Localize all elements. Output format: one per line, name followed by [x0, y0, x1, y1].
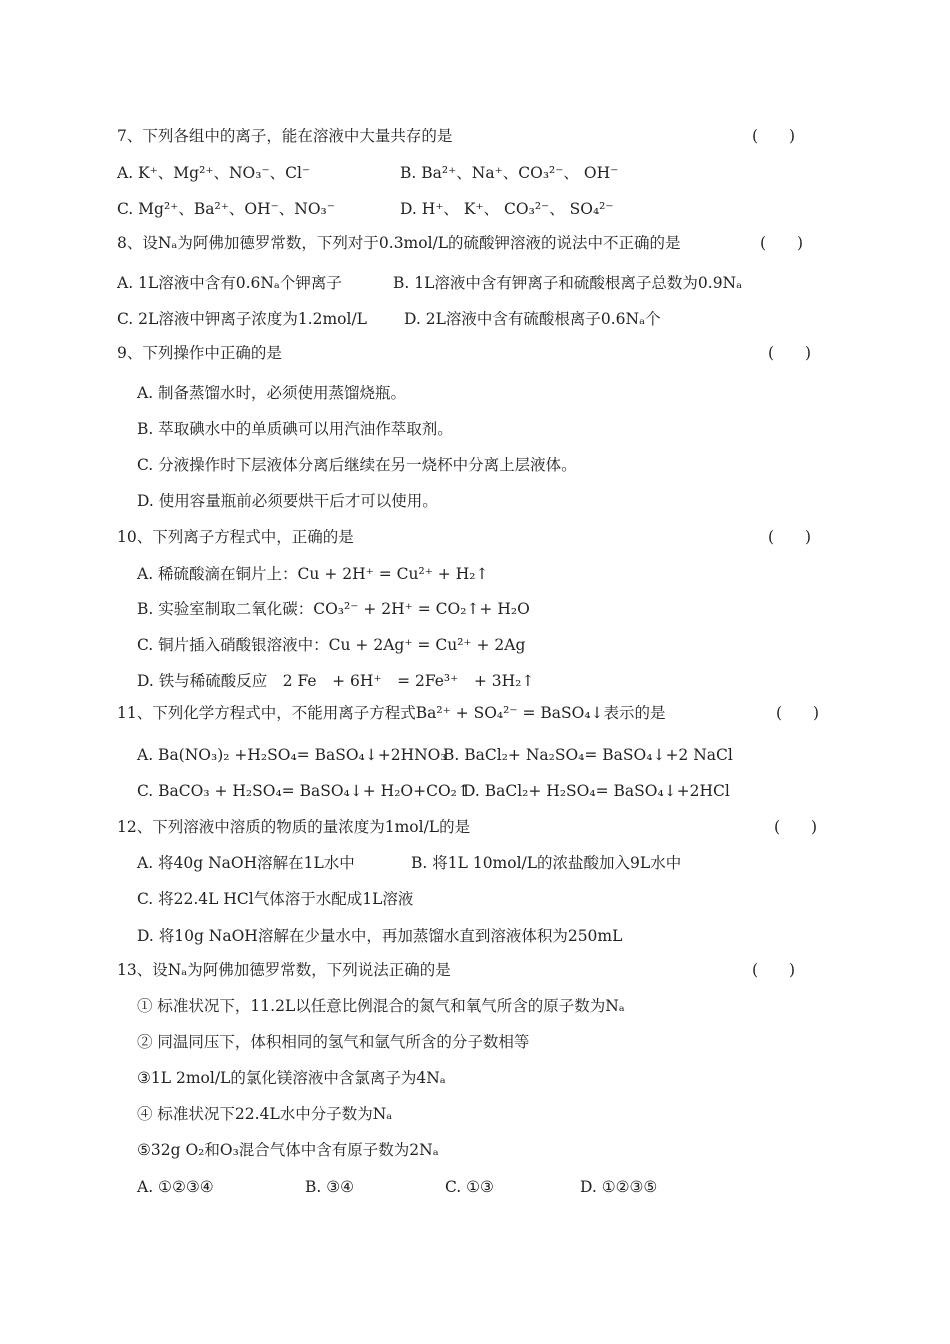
question-8-option-d: D. 2L溶液中含有硫酸根离子0.6Nₐ个	[404, 310, 661, 328]
question-9-option-a: A. 制备蒸馏水时，必须使用蒸馏烧瓶。	[137, 384, 407, 402]
question-13-statement-4: ④ 标准状况下22.4L水中分子数为Nₐ	[137, 1105, 393, 1123]
question-10-option-d: D. 铁与稀硫酸反应 2 Fe + 6H⁺ = 2Fe³⁺ + 3H₂↑	[137, 672, 535, 690]
answer-bracket: ( )	[752, 961, 796, 979]
answer-bracket: ( )	[768, 344, 812, 362]
question-13-statement-5: ⑤32g O₂和O₃混合气体中含有原子数为2Nₐ	[137, 1141, 439, 1159]
question-12-option-b: B. 将1L 10mol/L的浓盐酸加入9L水中	[411, 854, 682, 872]
question-13-statement-3: ③1L 2mol/L的氯化镁溶液中含氯离子为4Nₐ	[137, 1069, 446, 1087]
question-13-option-b: B. ③④	[305, 1178, 355, 1196]
question-12-stem: 12、下列溶液中溶质的物质的量浓度为1mol/L的是	[117, 818, 471, 836]
question-8-option-b: B. 1L溶液中含有钾离子和硫酸根离子总数为0.9Nₐ	[393, 274, 743, 292]
question-10-option-c: C. 铜片插入硝酸银溶液中：Cu + 2Ag⁺ = Cu²⁺ + 2Ag	[137, 636, 526, 654]
question-7-stem: 7、下列各组中的离子，能在溶液中大量共存的是	[117, 127, 453, 145]
question-11-option-a: A. Ba(NO₃)₂ +H₂SO₄= BaSO₄↓+2HNO₃	[137, 746, 447, 764]
question-8-option-a: A. 1L溶液中含有0.6Nₐ个钾离子	[117, 274, 342, 292]
question-7-option-b: B. Ba²⁺、Na⁺、CO₃²⁻、 OH⁻	[400, 164, 619, 182]
answer-bracket: ( )	[776, 704, 820, 722]
answer-bracket: ( )	[752, 127, 796, 145]
question-9-option-b: B. 萃取碘水中的单质碘可以用汽油作萃取剂。	[137, 420, 453, 438]
question-12-option-c: C. 将22.4L HCl气体溶于水配成1L溶液	[137, 890, 414, 908]
question-9-stem: 9、下列操作中正确的是	[117, 344, 282, 362]
question-13-stem: 13、设Nₐ为阿佛加德罗常数，下列说法正确的是	[117, 961, 451, 979]
question-10-option-b: B. 实验室制取二氧化碳：CO₃²⁻ + 2H⁺ = CO₂↑+ H₂O	[137, 600, 530, 618]
question-13-statement-2: ② 同温同压下，体积相同的氢气和氩气所含的分子数相等	[137, 1033, 530, 1051]
question-8-option-c: C. 2L溶液中钾离子浓度为1.2mol/L	[117, 310, 367, 328]
question-11-stem: 11、下列化学方程式中，不能用离子方程式Ba²⁺ + SO₄²⁻ = BaSO₄↓表示的是	[117, 704, 666, 722]
question-9-option-c: C. 分液操作时下层液体分离后继续在另一烧杯中分离上层液体。	[137, 456, 577, 474]
question-13-option-a: A. ①②③④	[137, 1178, 214, 1196]
answer-bracket: ( )	[760, 234, 804, 252]
question-10-stem: 10、下列离子方程式中，正确的是	[117, 528, 354, 546]
question-12-option-d: D. 将10g NaOH溶解在少量水中，再加蒸馏水直到溶液体积为250mL	[137, 927, 623, 945]
question-7-option-a: A. K⁺、Mg²⁺、NO₃⁻、Cl⁻	[117, 164, 311, 182]
question-10-option-a: A. 稀硫酸滴在铜片上：Cu + 2H⁺ = Cu²⁺ + H₂↑	[137, 565, 489, 583]
question-9-option-d: D. 使用容量瓶前必须要烘干后才可以使用。	[137, 492, 438, 510]
answer-bracket: ( )	[774, 818, 818, 836]
question-13-option-c: C. ①③	[445, 1178, 494, 1196]
question-7-option-d: D. H⁺、 K⁺、 CO₃²⁻、 SO₄²⁻	[400, 200, 614, 218]
question-12-option-a: A. 将40g NaOH溶解在1L水中	[137, 854, 355, 872]
question-11-option-d: D. BaCl₂+ H₂SO₄= BaSO₄↓+2HCl	[463, 782, 730, 800]
question-13-option-d: D. ①②③⑤	[580, 1178, 658, 1196]
question-13-statement-1: ① 标准状况下，11.2L以任意比例混合的氮气和氧气所含的原子数为Nₐ	[137, 997, 625, 1015]
question-11-option-b: B. BaCl₂+ Na₂SO₄= BaSO₄↓+2 NaCl	[443, 746, 733, 764]
answer-bracket: ( )	[768, 528, 812, 546]
question-7-option-c: C. Mg²⁺、Ba²⁺、OH⁻、NO₃⁻	[117, 200, 335, 218]
question-11-option-c: C. BaCO₃ + H₂SO₄= BaSO₄↓+ H₂O+CO₂↑	[137, 782, 470, 800]
question-8-stem: 8、设Nₐ为阿佛加德罗常数，下列对于0.3mol/L的硫酸钾溶液的说法中不正确的是	[117, 234, 681, 252]
